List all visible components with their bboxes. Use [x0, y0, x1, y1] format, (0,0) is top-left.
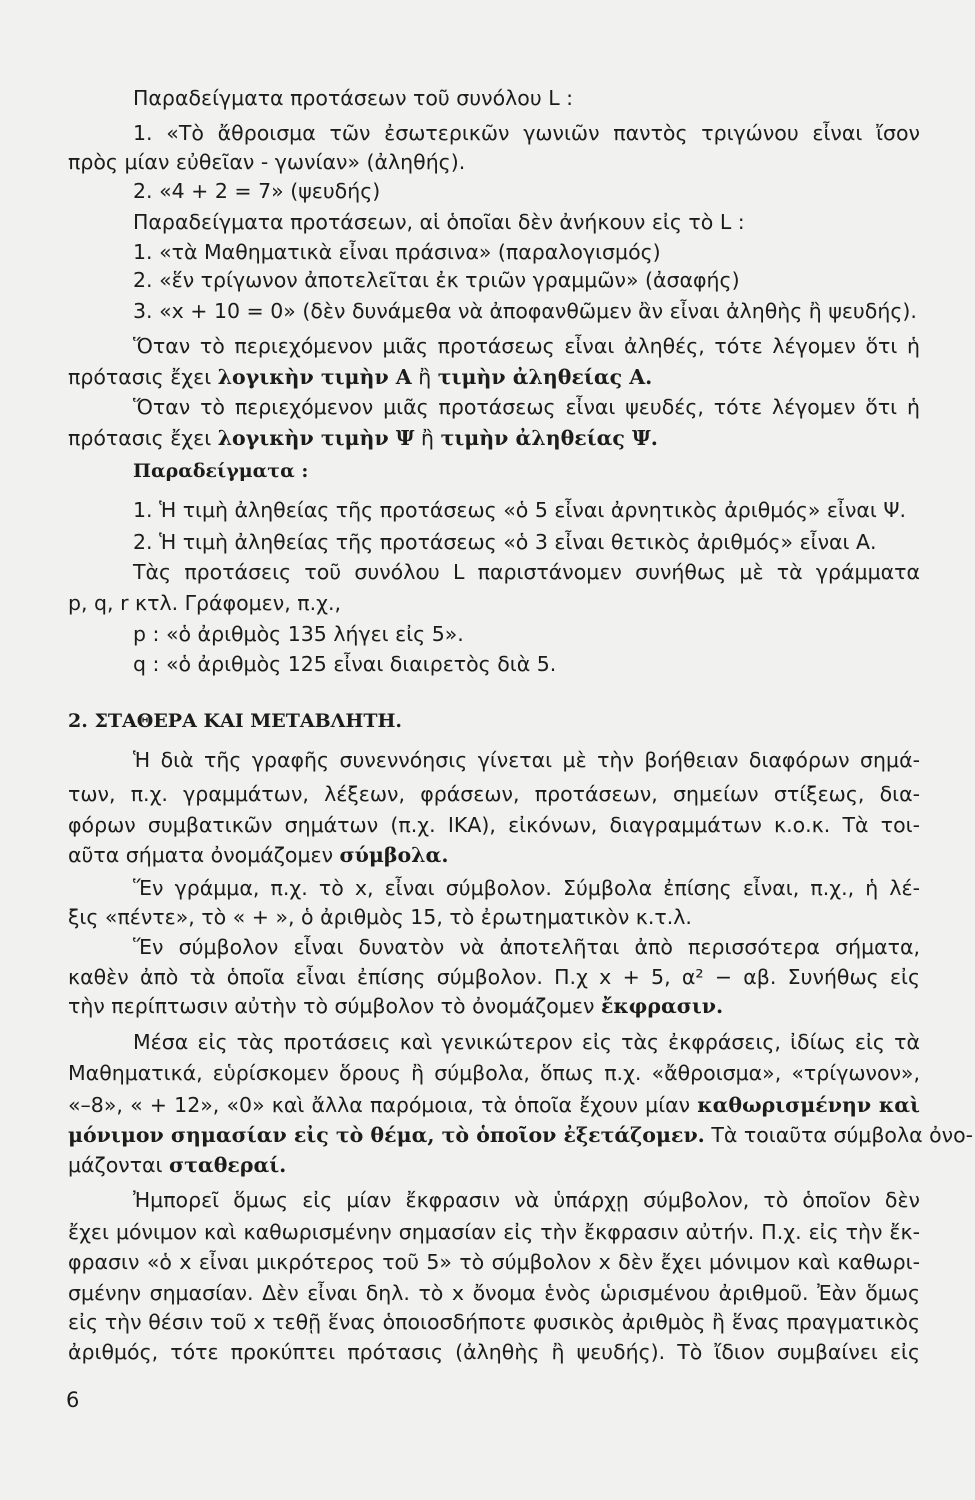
text-line: 1. «Τὸ ἄθροισμα τῶν ἐσωτερικῶν γωνιῶν παντὸς τριγώνου εἶναι ἴσον: [133, 121, 920, 145]
text-span: ἢ: [414, 426, 441, 450]
text-span: ἢ: [411, 365, 438, 389]
text-span: τὴν περίπτωσιν αὐτὴν τὸ σύμβολον τὸ ὀνομάζομεν: [68, 994, 601, 1018]
text-line: φόρων συμβατικῶν σημάτων (π.χ. ΙΚΑ), εἰκόνων, διαγραμμάτων κ.ο.κ. Τὰ τοι-: [68, 813, 920, 837]
text-span: «–8», « + 12», «0» καὶ ἄλλα παρόμοια, τὰ ὁποῖα ἔχουν μίαν: [68, 1093, 698, 1117]
text-span: Τὰ τοιαῦτα σύμβολα ὀνο-: [704, 1123, 974, 1147]
text-line: σμένην σημασίαν. Δὲν εἶναι δηλ. τὸ x ὄνομα ἑνὸς ὡρισμένου ἀριθμοῦ. Ἐὰν ὅμως: [68, 1281, 920, 1305]
text-line: [68, 1155, 920, 1176]
text-line: φρασιν «ὁ x εἶναι μικρότερος τοῦ 5» τὸ σύμβολον x δὲν ἔχει μόνιμον καὶ καθωρι-: [68, 1250, 920, 1274]
text-line: πρὸς μίαν εὐθεῖαν - γωνίαν» (ἀληθής).: [68, 150, 466, 174]
page-number: 6: [66, 1388, 80, 1412]
bold-term: μόνιμον σημασίαν εἰς τὸ θέμα, τὸ ὁποῖον ἐξετάζομεν.: [68, 1123, 705, 1147]
text-line: Παραδείγματα προτάσεων τοῦ συνόλου L :: [133, 86, 574, 110]
text-span: πρότασις ἔχει: [68, 365, 218, 389]
text-line: εἰς τὴν θέσιν τοῦ x τεθῇ ἕνας ὁποιοσδήποτε φυσικὸς ἀριθμὸς ἢ ἕνας πραγματικὸς: [68, 1310, 920, 1334]
text-line: ξις «πέντε», τὸ « + », ὁ ἀριθμὸς 15, τὸ ἐρωτηματικὸν κ.τ.λ.: [68, 905, 692, 929]
bold-term: λογικὴν τιμὴν Α: [217, 365, 412, 389]
text-line: Ἠμπορεῖ ὅμως εἰς μίαν ἔκφρασιν νὰ ὑπάρχῃ σύμβολον, τὸ ὁποῖον δὲν: [133, 1188, 920, 1212]
bold-term: ἔκφρασιν.: [600, 994, 724, 1018]
text-line: Μέσα εἰς τὰς προτάσεις καὶ γενικώτερον εἰς τὰς ἐκφράσεις, ἰδίως εἰς τὰ: [133, 1030, 920, 1054]
bold-term: καθωρισμένην καὶ: [697, 1093, 920, 1117]
text-line: [68, 845, 920, 866]
bold-term: τιμὴν ἀληθείας Α.: [437, 365, 653, 389]
text-span: πρότασις ἔχει: [68, 426, 218, 450]
bold-term: τιμὴν ἀληθείας Ψ.: [440, 426, 658, 450]
text-line: Παραδείγματα προτάσεων, αἱ ὁποῖαι δὲν ἀνήκουν εἰς τὸ L :: [133, 210, 745, 234]
text-line: Ἡ διὰ τῆς γραφῆς συνεννόησις γίνεται μὲ τὴν βοήθειαν διαφόρων σημά-: [133, 748, 920, 772]
text-line: Ὅταν τὸ περιεχόμενον μιᾶς προτάσεως εἶναι ψευδές, τότε λέγομεν ὅτι ἡ: [133, 395, 920, 419]
text-line: [68, 428, 920, 449]
text-line: Τὰς προτάσεις τοῦ συνόλου L παριστάνομεν συνήθως μὲ τὰ γράμματα: [133, 560, 920, 584]
text-line: [68, 1095, 920, 1116]
text-line: Ἕν γράμμα, π.χ. τὸ x, εἶναι σύμβολον. Σύμβολα ἐπίσης εἶναι, π.χ., ἡ λέ-: [133, 876, 920, 900]
text-line: q : «ὁ ἀριθμὸς 125 εἶναι διαιρετὸς διὰ 5.: [133, 652, 557, 676]
bold-term: σταθεραί.: [169, 1153, 287, 1177]
text-line: [68, 1123, 974, 1147]
text-span: μάζονται: [68, 1153, 170, 1177]
text-line: 1. Ἡ τιμὴ ἀληθείας τῆς προτάσεως «ὁ 5 εἶναι ἀρνητικὸς ἀριθμός» εἶναι Ψ.: [133, 498, 907, 522]
text-line: Ὅταν τὸ περιεχόμενον μιᾶς προτάσεως εἶναι ἀληθές, τότε λέγομεν ὅτι ἡ: [133, 334, 920, 358]
bold-term: σύμβολα.: [339, 843, 449, 867]
text-line: [68, 367, 920, 388]
text-line: καθὲν ἀπὸ τὰ ὁποῖα εἶναι ἐπίσης σύμβολον. Π.χ x + 5, α² − αβ. Συνήθως εἰς: [68, 965, 920, 989]
text-line: 2. «4 + 2 = 7» (ψευδής): [133, 179, 381, 203]
text-line: Ἕν σύμβολον εἶναι δυνατὸν νὰ ἀποτελῆται ἀπὸ περισσότερα σήματα,: [133, 935, 920, 959]
text-line: p : «ὁ ἀριθμὸς 135 λήγει εἰς 5».: [133, 622, 464, 646]
text-line: 1. «τὰ Μαθηματικὰ εἶναι πράσινα» (παραλογισμός): [133, 240, 661, 264]
bold-term: λογικὴν τιμὴν Ψ: [217, 426, 415, 450]
text-line: 2. Ἡ τιμὴ ἀληθείας τῆς προτάσεως «ὁ 3 εἶναι θετικὸς ἀριθμός» εἶναι Α.: [133, 530, 877, 554]
text-line: Μαθηματικά, εὑρίσκομεν ὅρους ἢ σύμβολα, ὅπως π.χ. «ἄθροισμα», «τρίγωνον»,: [68, 1061, 920, 1085]
text-line: ἔχει μόνιμον καὶ καθωρισμένην σημασίαν εἰς τὴν ἔκφρασιν αὐτήν. Π.χ. εἰς τὴν ἔκ-: [68, 1220, 920, 1244]
text-line: [68, 996, 920, 1017]
text-line: 2. «ἕν τρίγωνον ἀποτελεῖται ἐκ τριῶν γραμμῶν» (ἀσαφής): [133, 268, 740, 292]
text-span: αῦτα σήματα ὀνομάζομεν: [68, 843, 340, 867]
text-line: των, π.χ. γραμμάτων, λέξεων, φράσεων, προτάσεων, σημείων στίξεως, δια-: [68, 782, 920, 806]
text-line: ἀριθμός, τότε προκύπτει πρότασις (ἀληθὴς ἢ ψευδής). Τὸ ἴδιον συμβαίνει εἰς: [68, 1340, 920, 1364]
section-heading: 2. ΣΤΑΘΕΡΑ ΚΑΙ ΜΕΤΑΒΛΗΤΗ.: [68, 710, 403, 732]
text-line: 3. «x + 10 = 0» (δὲν δυνάμεθα νὰ ἀποφανθῶμεν ἂν εἶναι ἀληθὴς ἢ ψευδής).: [133, 299, 917, 323]
examples-heading: Παραδείγματα :: [133, 460, 309, 482]
text-line: p, q, r κτλ. Γράφομεν, π.χ.,: [68, 591, 341, 615]
